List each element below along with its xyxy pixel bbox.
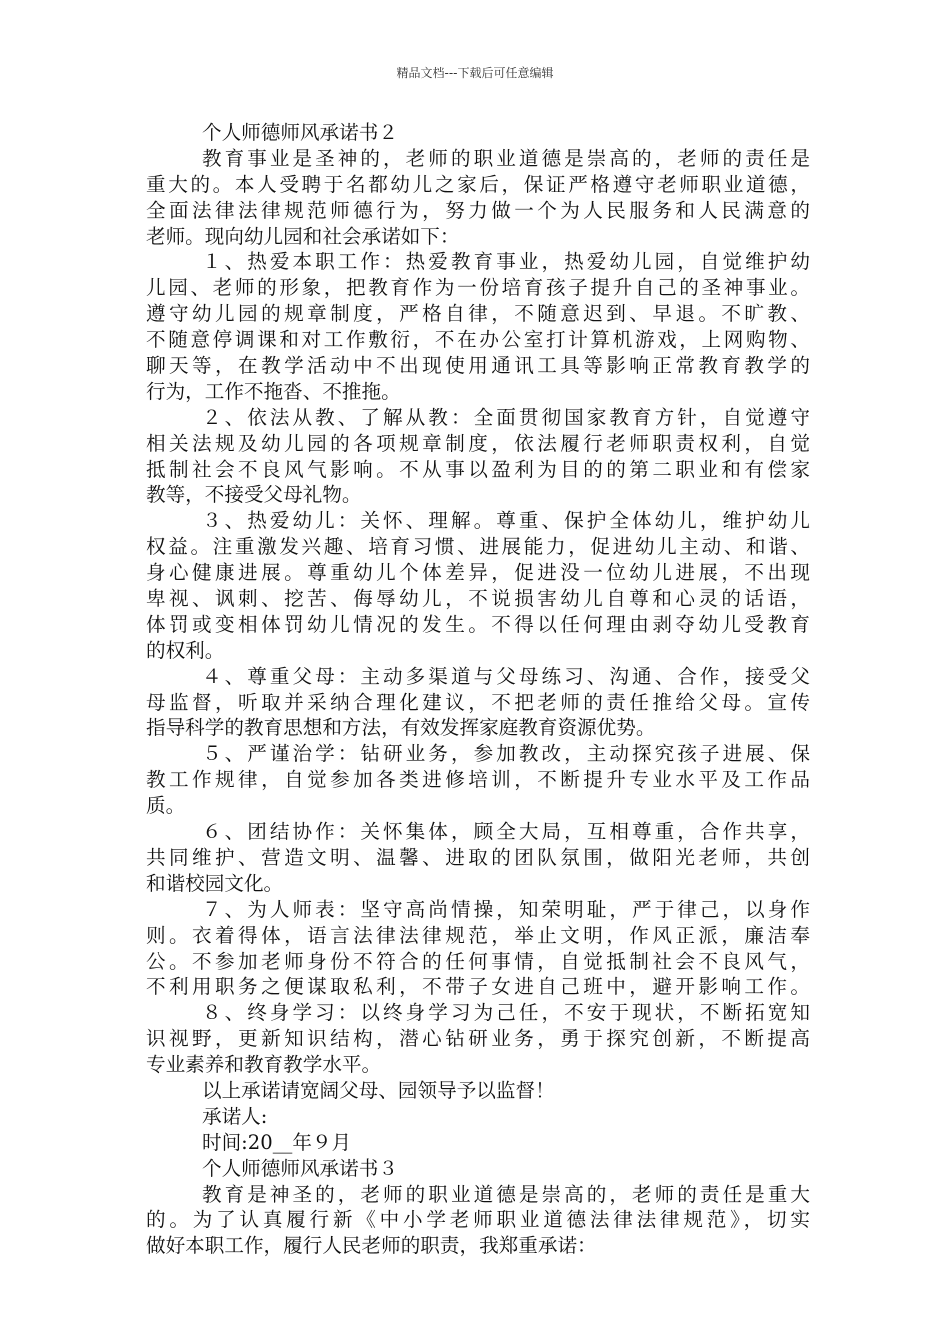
text-line: ６、团结协作：关怀集体，顾全大局，互相尊重，合作共享， [202,820,810,844]
text-line: 个人师德师风承诺书３ [202,1156,398,1180]
text-line: ４、尊重父母：主动多渠道与父母练习、沟通、合作，接受父 [202,664,810,688]
text-line: 时间:20__年９月 [202,1130,352,1154]
text-line: 个人师德师风承诺书２ [202,121,398,144]
text-line: 的权利。 [146,638,225,662]
text-line: 承诺人: [202,1104,268,1128]
text-line: 质。 [146,794,186,818]
text-line: 行为，工作不拖沓、不推拖。 [146,379,401,403]
text-line: 教等，不接受父母礼物。 [146,483,362,507]
text-line: 教育事业是圣神的，老师的职业道德是崇高的，老师的责任是 [202,146,810,170]
text-line: 做好本职工作，履行人民老师的职责，我郑重承诺： [146,1234,597,1258]
text-line: 公。不参加老师身份不符合的任何事情，自觉抵制社会不良风气， [146,949,810,973]
text-line: 遵守幼儿园的规章制度，严格自律，不随意迟到、早退。不旷教、 [146,302,810,326]
text-line: ３、热爱幼儿：关怀、理解。尊重、保护全体幼儿，维护幼儿 [202,509,810,533]
text-line: 以上承诺请宽阔父母、园领导予以监督！ [202,1078,555,1102]
text-line: 体罚或变相体罚幼儿情况的发生。不得以任何理由剥夺幼儿受教育 [146,612,810,636]
text-line: 重大的。本人受聘于名都幼儿之家后，保证严格遵守老师职业道德， [146,172,810,196]
text-line: 则。衣着得体，语言法律法律规范，举止文明，作风正派，廉洁奉 [146,923,810,947]
text-line: 卑视、讽刺、挖苦、侮辱幼儿，不说损害幼儿自尊和心灵的话语， [146,587,810,611]
text-line: 的。为了认真履行新《中小学老师职业道德法律法律规范》，切实 [146,1208,810,1232]
page-header: 精品文档---下载后可任意编辑 [396,66,554,80]
text-line: 和谐校园文化。 [146,871,284,895]
text-line: ７、为人师表：坚守高尚情操，知荣明耻，严于律己，以身作 [202,897,810,921]
text-line: 指导科学的教育思想和方法，有效发挥家庭教育资源优势。 [146,716,656,740]
text-line: 聊天等，在教学活动中不出现使用通讯工具等影响正常教育教学的 [146,354,810,378]
text-line: 全面法律法律规范师德行为，努力做一个为人民服务和人民满意的 [146,198,810,222]
text-line: 专业素养和教育教学水平。 [146,1053,382,1077]
document-body [146,120,810,1259]
text-line: 老师。现向幼儿园和社会承诺如下： [146,224,460,248]
text-line: １、热爱本职工作：热爱教育事业，热爱幼儿园，自觉维护幼 [202,250,810,274]
text-line: 母监督，听取并采纳合理化建议，不把老师的责任推给父母。宣传 [146,690,810,714]
text-line: 权益。注重激发兴趣、培育习惯、进展能力，促进幼儿主动、和谐、 [146,535,810,559]
text-line: 儿园、老师的形象，把教育作为一份培育孩子提升自己的圣神事业。 [146,276,810,300]
text-line: 不利用职务之便谋取私利，不带子女进自己班中，避开影响工作。 [146,975,810,999]
text-line: 教育是神圣的，老师的职业道德是崇高的，老师的责任是重大 [202,1182,810,1206]
text-line: 识视野，更新知识结构，潜心钻研业务，勇于探究创新，不断提高 [146,1027,810,1051]
text-line: 身心健康进展。尊重幼儿个体差异，促进没一位幼儿进展，不出现 [146,561,810,585]
text-line: 教工作规律，自觉参加各类进修培训，不断提升专业水平及工作品 [146,768,810,792]
text-line: 不随意停调课和对工作敷衍，不在办公室打计算机游戏，上网购物、 [146,328,810,352]
text-line: ８、终身学习：以终身学习为己任，不安于现状，不断拓宽知 [202,1001,810,1025]
text-line: 共同维护、营造文明、温馨、进取的团队氛围，做阳光老师，共创 [146,845,810,869]
text-line: ２、依法从教、了解从教：全面贯彻国家教育方针，自觉遵守 [202,405,810,429]
text-line: ５、严谨治学：钻研业务，参加教改，主动探究孩子进展、保 [202,742,810,766]
text-line: 相关法规及幼儿园的各项规章制度，依法履行老师职责权利，自觉 [146,431,810,455]
text-line: 抵制社会不良风气影响。不从事以盈利为目的的第二职业和有偿家 [146,457,810,481]
